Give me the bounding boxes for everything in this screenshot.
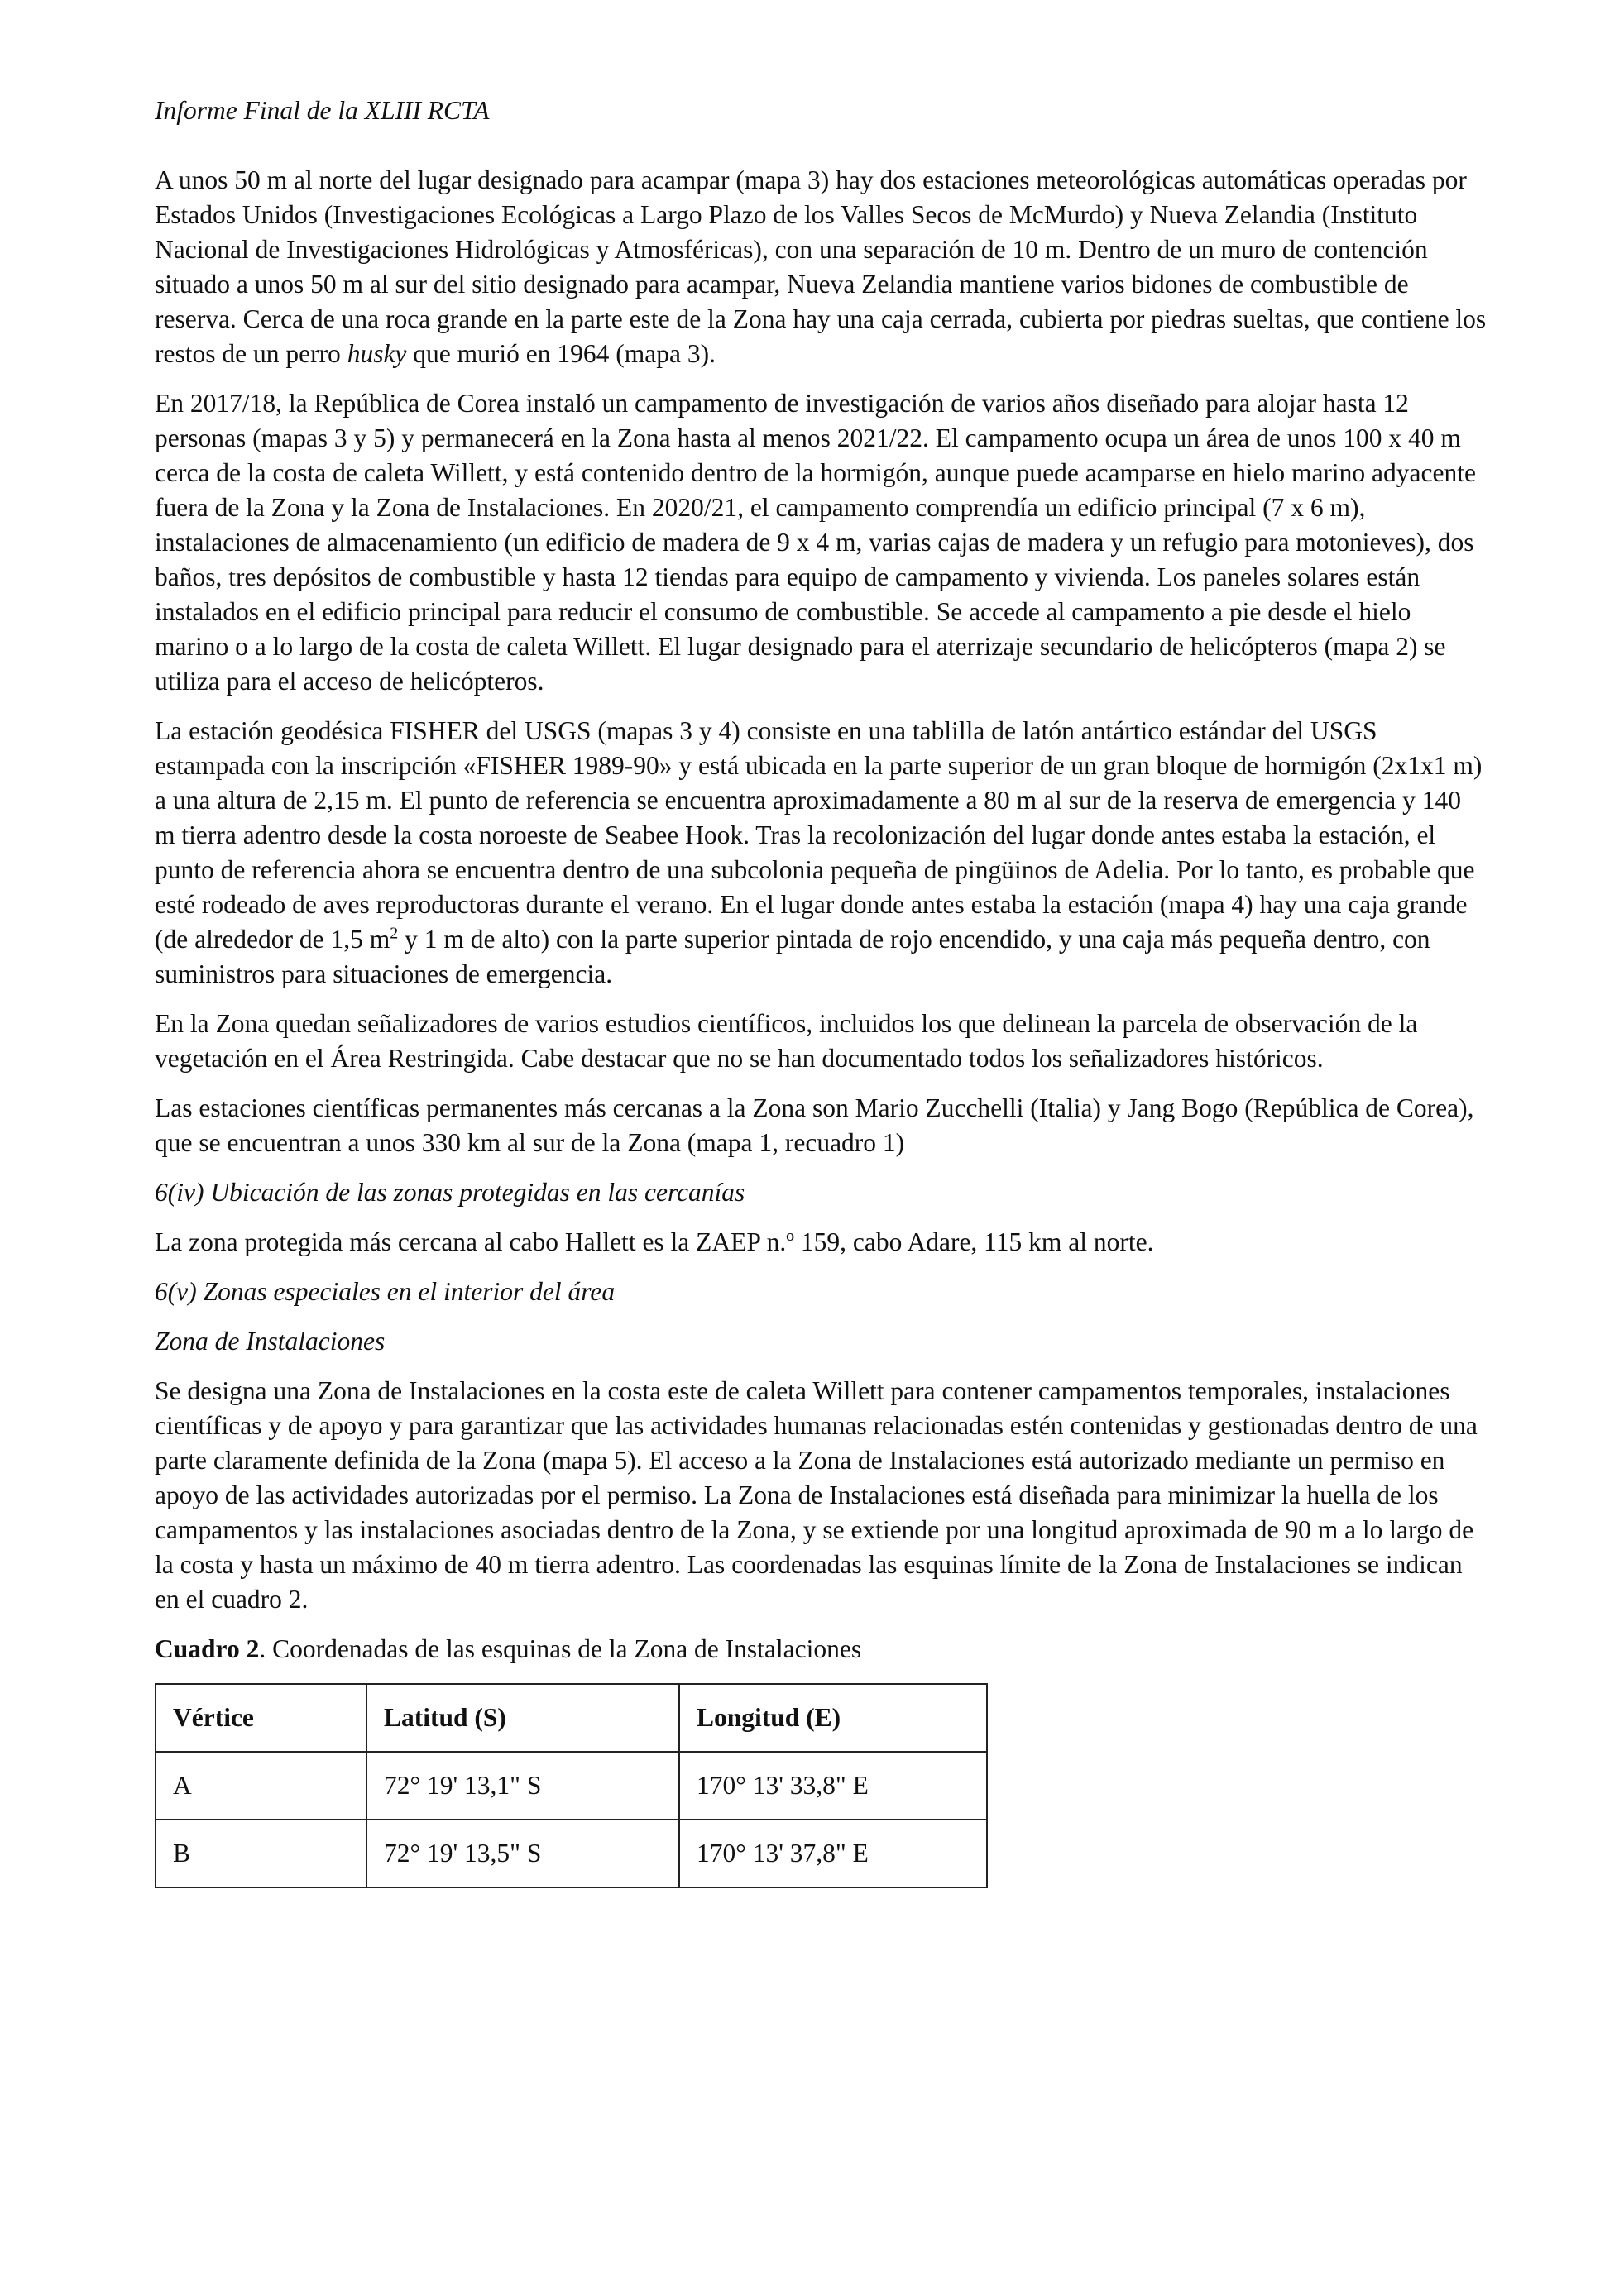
paragraph-korea-camp: En 2017/18, la República de Corea instaló un campamento de investigación de varios años diseñado para alojar hasta 12 personas (mapas 3 y 5) y permanecerá en la Zona hasta al menos 2021/22. El campamento ocupa un área de unos 100 x 40 m cerca de la costa de caleta Willett, y está contenido dentro de la hormigón, aunque puede acamparse en hielo marino adyacente fuera de la Zona y la Zona de Instalaciones. En 2020/21, el campamento comprendía un edificio principal (7 x 6 m), instalaciones de almacenamiento (un edificio de madera de 9 x 4 m, varias cajas de madera y un refugio para motonieves), dos baños, tres depósitos de combustible y hasta 12 tiendas para equipo de campamento y vivienda. Los paneles solares están instalados en el edificio principal para reducir el consumo de combustible. Se accede al campamento a pie desde el hielo marino o a lo largo de la costa de caleta Willett. El lugar designado para el aterrizaje secundario de helicópteros (mapa 2) se utiliza para el acceso de helicópteros. (155, 389, 1476, 696)
header-latitud: Latitud (S) (366, 1684, 679, 1752)
paragraph-geodetic-station-text: La estación geodésica FISHER del USGS (mapas 3 y 4) consiste en una tablilla de latón antártico estándar del USGS estampada con la inscripción «FISHER 1989-90» y está ubicada en la parte superior de un gran bloque de hormigón (2x1x1 m) a una altura de 2,15 m. El punto de referencia se encuentra aproximadamente a 80 m al sur de la reserva de emergencia y 140 m tierra adentro desde la costa noroeste de Seabee Hook. Tras la recolonización del lugar donde antes estaba la estación, el punto de referencia ahora se encuentra dentro de una subcolonia pequeña de pingüinos de Adelia. Por lo tanto, es probable que esté rodeado de aves reproductoras durante el verano. En el lugar donde antes estaba la estación (mapa 4) hay una caja grande (de alrededor de 1,5 m (155, 716, 1483, 954)
table-caption-text: . Coordenadas de las esquinas de la Zona de Instalaciones (259, 1634, 862, 1663)
paragraph-weather-stations-text: A unos 50 m al norte del lugar designado para acampar (mapa 3) hay dos estaciones meteorológicas automáticas operadas por Estados Unidos (Investigaciones Ecológicas a Largo Plazo de los Valles Secos de McMurdo) y Nueva Zelandia (Instituto Nacional de Investigaciones Hidrológicas y Atmosféricas), con una separación de 10 m. Dentro de un muro de contención situado a unos 50 m al sur del sitio designado para acampar, Nueva Zelandia mantiene varios bidones de combustible de reserva. Cerca de una roca grande en la parte este de la Zona hay una caja cerrada, cubierta por piedras sueltas, que contiene los restos de un perro (155, 165, 1487, 368)
paragraph-geodetic-station (155, 714, 1487, 992)
paragraph-geodetic-station-end: y 1 m de alto) con la parte superior pintada de rojo encendido, y una caja más pequeña dentro, con suministros para situaciones de emergencia. (155, 925, 1430, 988)
table-row (156, 1752, 987, 1820)
section-heading-6iv: 6(iv) Ubicación de las zonas protegidas en las cercanías (155, 1178, 745, 1207)
paragraph-facilities-zone: Se designa una Zona de Instalaciones en la costa este de caleta Willett para contener campamentos temporales, instalaciones científicas y de apoyo y para garantizar que las actividades humanas relacionadas estén contenidas y gestionadas dentro de una parte claramente definida de la Zona (mapa 5). El acceso a la Zona de Instalaciones está autorizado mediante un permiso en apoyo de las actividades autorizadas por el permiso. La Zona de Instalaciones está diseñada para minimizar la huella de los campamentos y las instalaciones asociadas dentro de la Zona, y se extiende por una longitud aproximada de 90 m a lo largo de la costa y hasta un máximo de 40 m tierra adentro. Las coordenadas las esquinas límite de la Zona de Instalaciones se indican en el cuadro 2. (155, 1376, 1478, 1614)
header-longitud: Longitud (E) (679, 1684, 987, 1752)
section-heading-6v: 6(v) Zonas especiales en el interior del área (155, 1277, 616, 1306)
table-caption-label: Cuadro 2 (155, 1634, 260, 1663)
running-header: Informe Final de la XLIII RCTA (155, 96, 490, 125)
table-caption (155, 1632, 1487, 1667)
paragraph-weather-stations (155, 163, 1487, 371)
document-page (155, 93, 1487, 1888)
cell-latitud: 72° 19' 13,5" S (366, 1820, 679, 1887)
header-vertice: Vértice (156, 1684, 366, 1752)
paragraph-nearest-protected-zone: La zona protegida más cercana al cabo Hallett es la ZAEP n.º 159, cabo Adare, 115 km al norte. (155, 1227, 1154, 1256)
paragraph-markers: En la Zona quedan señalizadores de varios estudios científicos, incluidos los que delinean la parcela de observación de la vegetación en el Área Restringida. Cabe destacar que no se han documentado todos los señalizadores históricos. (155, 1009, 1418, 1073)
paragraph-weather-stations-end: que murió en 1964 (mapa 3). (413, 339, 716, 368)
superscript-squared: 2 (390, 924, 399, 943)
subsection-heading-zona-instalaciones: Zona de Instalaciones (155, 1327, 386, 1356)
cell-longitud: 170° 13' 33,8" E (679, 1752, 987, 1820)
table-header-row (156, 1684, 987, 1752)
cell-longitud: 170° 13' 37,8" E (679, 1820, 987, 1887)
italic-husky: husky (347, 339, 407, 368)
cell-latitud: 72° 19' 13,1" S (366, 1752, 679, 1820)
cell-vertice: B (156, 1820, 366, 1887)
paragraph-permanent-stations: Las estaciones científicas permanentes más cercanas a la Zona son Mario Zucchelli (Italia) y Jang Bogo (República de Corea), que se encuentran a unos 330 km al sur de la Zona (mapa 1, recuadro 1) (155, 1093, 1474, 1157)
cell-vertice: A (156, 1752, 366, 1820)
table-row (156, 1820, 987, 1887)
coordinates-table (155, 1683, 988, 1888)
